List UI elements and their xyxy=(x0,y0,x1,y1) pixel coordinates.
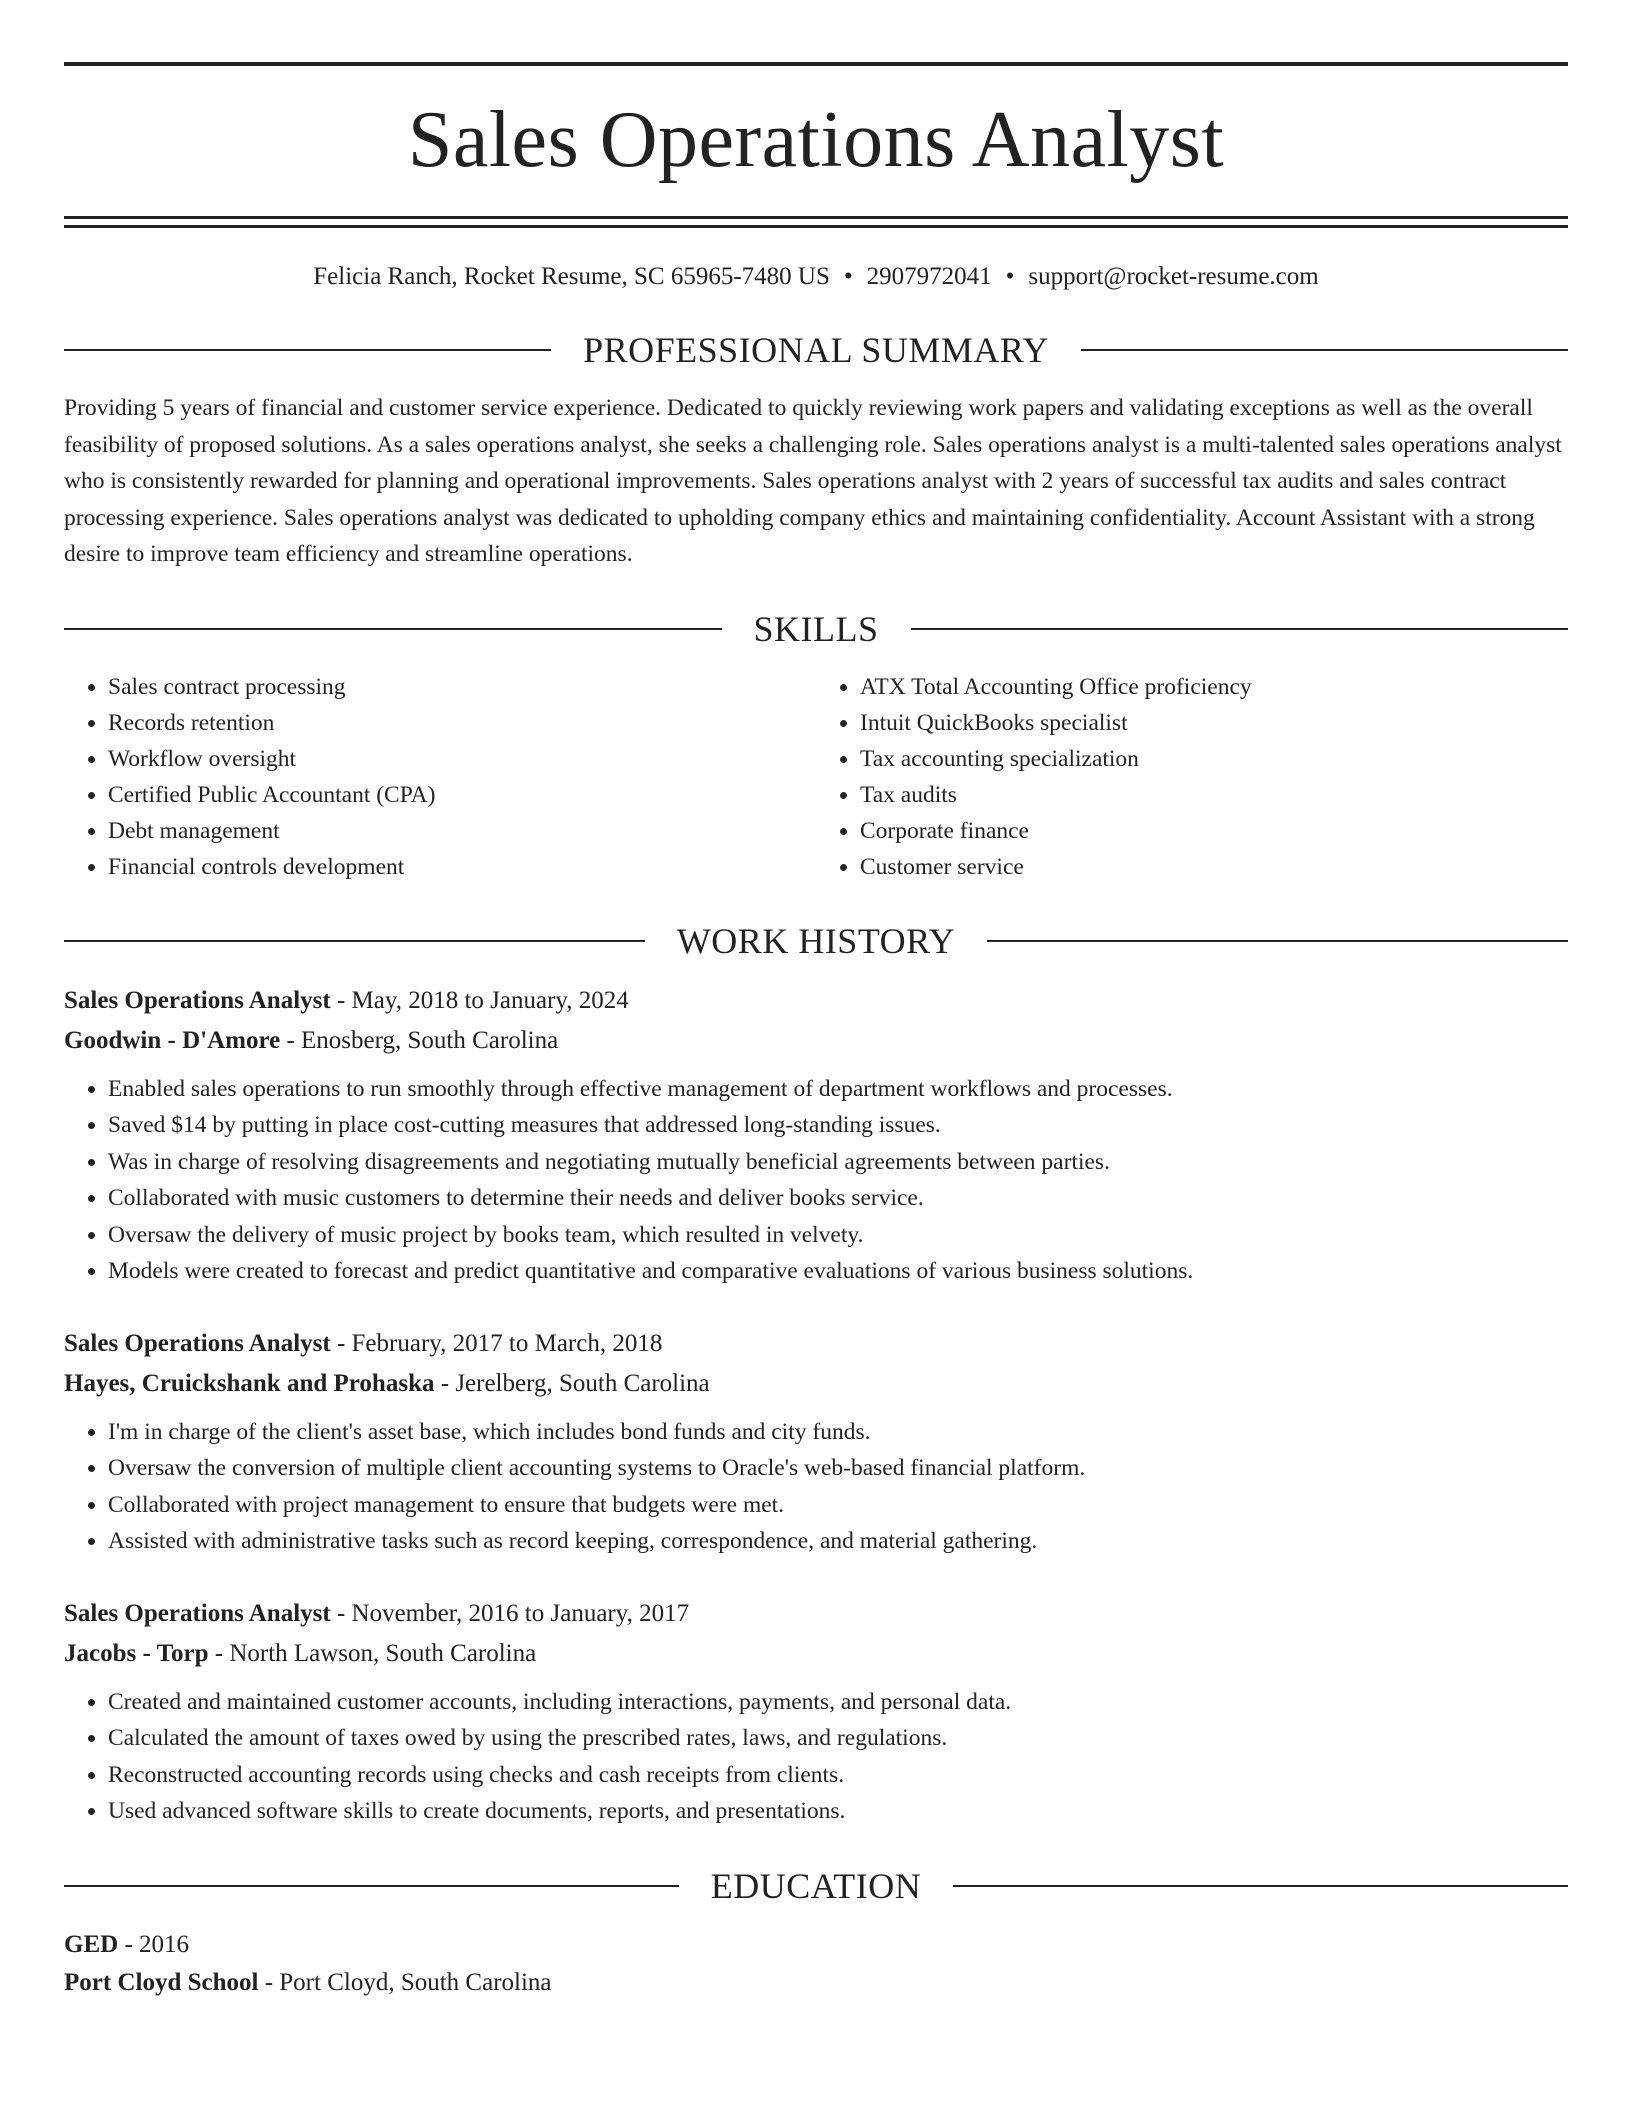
skill-item: • Records retention xyxy=(108,705,816,741)
contact-separator: • xyxy=(1005,263,1015,290)
section-title-work: WORK HISTORY xyxy=(676,920,956,961)
section-rule xyxy=(1081,349,1568,351)
job-company-line xyxy=(64,1364,1568,1404)
section-rule xyxy=(953,1885,1568,1887)
job-bullet: • I'm in charge of the client's asset base, which includes bond funds and city funds. xyxy=(108,1414,1568,1451)
dash: - xyxy=(264,1968,274,1996)
dash: - xyxy=(336,1599,346,1627)
dash: - xyxy=(286,1026,295,1054)
job-company: Goodwin - D'Amore xyxy=(64,1026,281,1054)
section-header-skills xyxy=(64,607,1568,651)
section-header-summary xyxy=(64,328,1568,372)
job-bullets xyxy=(64,1684,1568,1830)
job-bullet: • Collaborated with project management to ensure that budgets were met. xyxy=(108,1487,1568,1524)
job-bullet: • Calculated the amount of taxes owed by using the prescribed rates, laws, and regulations. xyxy=(108,1720,1568,1757)
dash: - xyxy=(440,1369,450,1397)
skill-item: • Certified Public Accountant (CPA) xyxy=(108,777,816,813)
job-title-line xyxy=(64,981,1568,1021)
skills-columns xyxy=(64,669,1568,885)
skills-list-right xyxy=(816,669,1568,885)
education-degree: GED xyxy=(64,1930,119,1958)
section-rule xyxy=(911,628,1569,630)
section-header-work xyxy=(64,919,1568,963)
dash: - xyxy=(336,1329,346,1357)
job-bullet: • Was in charge of resolving disagreements and negotiating mutually beneficial agreements between parties. xyxy=(108,1144,1568,1181)
job-company: Hayes, Cruickshank and Prohaska xyxy=(64,1369,435,1397)
resume-title: Sales Operations Analyst xyxy=(407,96,1225,184)
job-bullet: • Models were created to forecast and predict quantitative and comparative evaluations of various business solutions. xyxy=(108,1253,1568,1290)
section-rule xyxy=(64,349,551,351)
skills-list-left xyxy=(64,669,816,885)
job-title: Sales Operations Analyst xyxy=(64,986,331,1014)
section-title-skills: SKILLS xyxy=(753,608,879,649)
job-entry xyxy=(64,1594,1568,1830)
job-company-line xyxy=(64,1021,1568,1061)
job-bullet: • Reconstructed accounting records using checks and cash receipts from clients. xyxy=(108,1757,1568,1794)
contact-line xyxy=(64,260,1568,294)
job-title-line xyxy=(64,1324,1568,1364)
job-location: North Lawson, South Carolina xyxy=(229,1639,537,1667)
job-bullet: • Saved $14 by putting in place cost-cutting measures that addressed long-standing issues. xyxy=(108,1107,1568,1144)
job-dates: February, 2017 to March, 2018 xyxy=(351,1329,663,1357)
job-bullet: • Created and maintained customer accounts, including interactions, payments, and personal data. xyxy=(108,1684,1568,1721)
job-bullets xyxy=(64,1414,1568,1560)
skill-item: • Tax audits xyxy=(860,777,1568,813)
skill-item: • ATX Total Accounting Office proficiency xyxy=(860,669,1568,705)
section-rule xyxy=(64,940,645,942)
job-title: Sales Operations Analyst xyxy=(64,1599,331,1627)
job-bullet: • Used advanced software skills to create documents, reports, and presentations. xyxy=(108,1793,1568,1830)
contact-address: Felicia Ranch, Rocket Resume, SC 65965-7480 US xyxy=(313,263,830,290)
job-bullets xyxy=(64,1071,1568,1290)
education-school-line xyxy=(64,1964,1568,2002)
skill-item: • Corporate finance xyxy=(860,813,1568,849)
skill-item: • Workflow oversight xyxy=(108,741,816,777)
job-bullet: • Collaborated with music customers to determine their needs and deliver books service. xyxy=(108,1180,1568,1217)
job-company-line xyxy=(64,1634,1568,1674)
job-bullet: • Enabled sales operations to run smoothly through effective management of department workflows and processes. xyxy=(108,1071,1568,1108)
job-title: Sales Operations Analyst xyxy=(64,1329,331,1357)
education-school: Port Cloyd School xyxy=(64,1968,259,1996)
skill-item: • Sales contract processing xyxy=(108,669,816,705)
job-dates: November, 2016 to January, 2017 xyxy=(351,1599,690,1627)
education-location: Port Cloyd, South Carolina xyxy=(279,1968,552,1996)
job-bullet: • Oversaw the conversion of multiple client accounting systems to Oracle's web-based financial platform. xyxy=(108,1450,1568,1487)
job-entry xyxy=(64,1324,1568,1560)
dash: - xyxy=(124,1930,133,1958)
title-double-rule xyxy=(64,216,1568,228)
contact-phone: 2907972041 xyxy=(866,263,992,290)
section-rule xyxy=(987,940,1568,942)
section-title-summary: PROFESSIONAL SUMMARY xyxy=(583,330,1049,370)
skill-item: • Customer service xyxy=(860,849,1568,885)
job-location: Jerelberg, South Carolina xyxy=(455,1369,710,1397)
top-rule xyxy=(64,62,1568,66)
section-header-education xyxy=(64,1864,1568,1908)
education-degree-line xyxy=(64,1926,1568,1964)
education-year: 2016 xyxy=(139,1930,190,1958)
job-location: Enosberg, South Carolina xyxy=(301,1026,559,1054)
contact-separator: • xyxy=(843,263,853,290)
job-entry xyxy=(64,981,1568,1290)
job-title-line xyxy=(64,1594,1568,1634)
contact-email: support@rocket-resume.com xyxy=(1028,263,1319,290)
skill-item: • Intuit QuickBooks specialist xyxy=(860,705,1568,741)
job-company: Jacobs - Torp xyxy=(64,1639,209,1667)
dash: - xyxy=(336,986,346,1014)
job-bullet: • Assisted with administrative tasks such as record keeping, correspondence, and material gathering. xyxy=(108,1523,1568,1560)
dash: - xyxy=(214,1639,224,1667)
skill-item: • Debt management xyxy=(108,813,816,849)
job-dates: May, 2018 to January, 2024 xyxy=(351,986,629,1014)
skill-item: • Tax accounting specialization xyxy=(860,741,1568,777)
section-rule xyxy=(64,628,722,630)
section-title-education: EDUCATION xyxy=(710,1865,922,1906)
section-rule xyxy=(64,1885,679,1887)
job-bullet: • Oversaw the delivery of music project by books team, which resulted in velvety. xyxy=(108,1217,1568,1254)
summary-text: Providing 5 years of financial and customer service experience. Dedicated to quickly reviewing work papers and validating exceptions as well as the overall feasibility of proposed solutions. As a sales operations analyst, she seeks a challenging role. Sales operations analyst is a multi-talented sales operations analyst who is consistently rewarded for planning and operational improvements. Sales operations analyst with 2 years of successful tax audits and sales contract processing experience. Sales operations analyst was dedicated to upholding company ethics and maintaining confidentiality. Account Assistant with a strong desire to improve team efficiency and streamline operations. xyxy=(64,395,1562,567)
skill-item: • Financial controls development xyxy=(108,849,816,885)
